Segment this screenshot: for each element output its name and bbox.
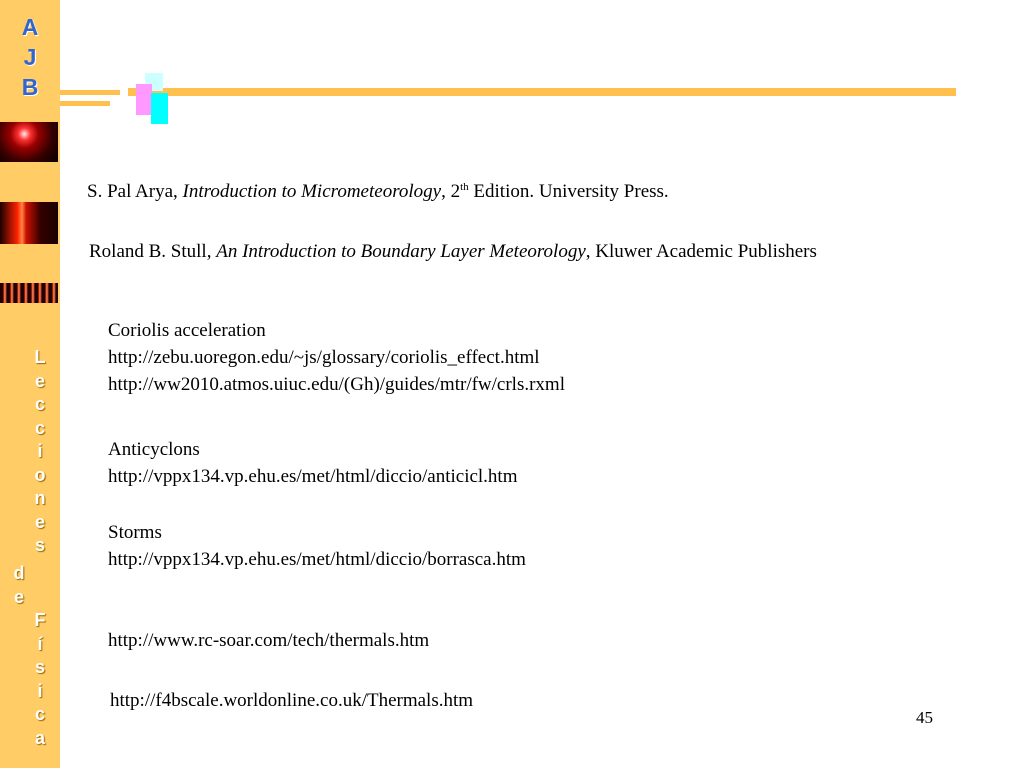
anticyclons-heading: Anticyclons <box>108 439 200 460</box>
vertical-letter: F <box>34 610 46 630</box>
vertical-letter: c <box>34 704 45 724</box>
spectrum-thumbnail-image <box>0 283 58 303</box>
vertical-letter: s <box>34 657 45 677</box>
decor-square-pink <box>136 84 152 115</box>
decor-square-cyan <box>151 93 168 124</box>
reference-title: Introduction to Micrometeorology <box>182 181 442 202</box>
storms-link[interactable]: http://vppx134.vp.ehu.es/met/html/diccio/borrasca.htm <box>108 549 526 570</box>
laser-beam-thumbnail-image <box>0 202 58 244</box>
coriolis-link-2[interactable]: http://ww2010.atmos.uiuc.edu/(Gh)/guides/mtr/fw/crls.rxml <box>108 374 565 395</box>
page-number: 45 <box>916 708 933 727</box>
reference-publisher: Edition. University Press. <box>468 181 669 202</box>
thermals-link-2[interactable]: http://f4bscale.worldonline.co.uk/Thermals.htm <box>110 690 474 711</box>
reference-stull <box>89 241 817 263</box>
initial-letter: J <box>23 44 37 70</box>
reference-edition: , 2 <box>441 181 461 202</box>
vertical-letter: c <box>34 417 45 438</box>
reference-author: Roland B. Stull, <box>89 241 217 262</box>
vertical-letter: c <box>34 394 45 414</box>
storms-heading: Storms <box>108 522 162 543</box>
vertical-letter: o <box>34 464 46 485</box>
vertical-letter: i <box>37 680 43 701</box>
vertical-letter: e <box>13 586 24 607</box>
vertical-letter: d <box>13 563 25 583</box>
thermals-link-1[interactable]: http://www.rc-soar.com/tech/thermals.htm <box>108 630 430 651</box>
vertical-letter: n <box>34 488 46 508</box>
reference-publisher: , Kluwer Academic Publishers <box>585 241 817 262</box>
header-bar-short-bottom <box>60 101 110 106</box>
coriolis-link-1[interactable]: http://zebu.uoregon.edu/~js/glossary/coriolis_effect.html <box>108 347 540 368</box>
vertical-letter: L <box>34 347 46 367</box>
reference-author: S. Pal Arya, <box>87 181 183 202</box>
vertical-letter: í <box>37 633 43 654</box>
vertical-letter: e <box>34 511 45 532</box>
vertical-title-de <box>9 562 29 609</box>
author-initials <box>0 12 60 102</box>
header-bar-short-top <box>60 90 120 95</box>
vertical-letter: e <box>34 370 45 391</box>
vertical-letter: s <box>34 535 45 555</box>
reference-edition-suffix: th <box>460 181 469 193</box>
coriolis-heading: Coriolis acceleration <box>108 320 266 341</box>
reference-title: An Introduction to Boundary Layer Meteorology <box>216 241 586 262</box>
vertical-letter: i <box>37 441 43 461</box>
vertical-letter: a <box>34 727 45 748</box>
reference-arya <box>87 181 669 203</box>
header-bar-long <box>128 88 956 96</box>
anticyclons-link[interactable]: http://vppx134.vp.ehu.es/met/html/diccio/anticicl.htm <box>108 466 518 487</box>
vertical-title-fisica <box>30 609 50 750</box>
initial-letter: A <box>21 14 39 40</box>
sidebar <box>0 0 60 768</box>
vertical-title-lecciones <box>30 346 50 558</box>
laser-thumbnail-image <box>0 122 58 162</box>
initial-letter: B <box>21 74 39 100</box>
